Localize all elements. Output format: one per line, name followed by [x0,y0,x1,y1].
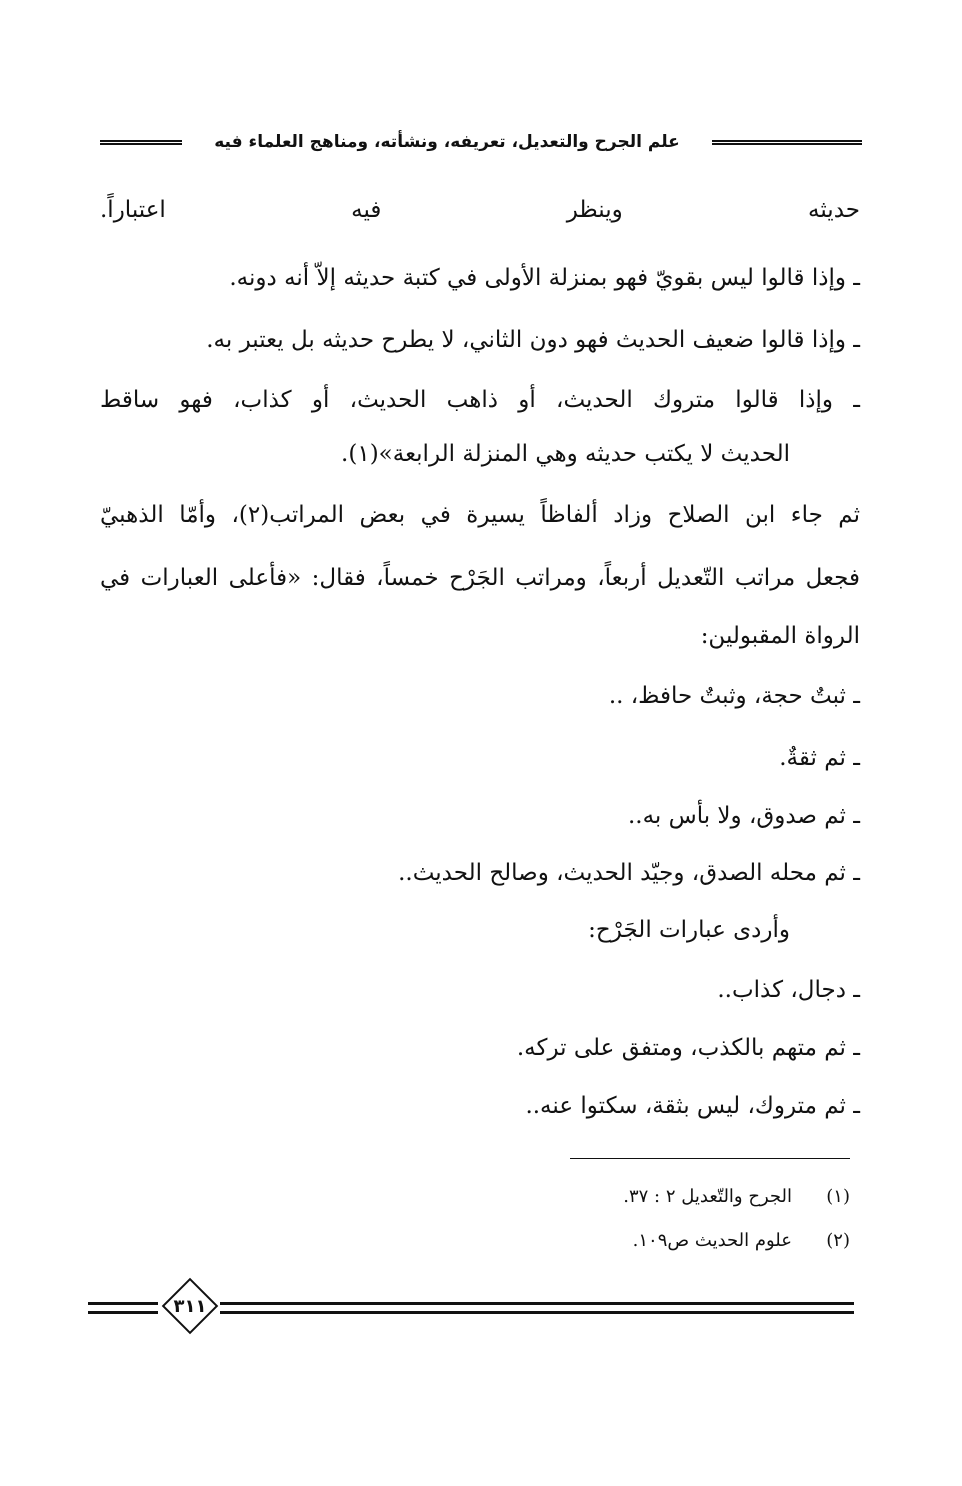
body-line: ـ وإذا قالوا ليس بقويّ فهو بمنزلة الأولى في كتبة حديثه إلاّ أنه دونه. [229,265,860,291]
header-rule-right [712,140,862,145]
footnote-number: (٢) [826,1230,850,1251]
body-line: الرواة المقبولين: [700,623,860,649]
list-item: ـ ثم ثقةٌ. [779,745,860,771]
list-item: ـ ثم صدوق، ولا بأس به.. [627,803,860,829]
footnote-text: الجرح والتّعديل ٢ : ٣٧. [623,1186,792,1207]
body-line: ـ وإذا قالوا ضعيف الحديث فهو دون الثاني، لا يطرح حديثه بل يعتبر به. [206,327,860,353]
footer-rule-left [88,1302,158,1314]
footnote [633,1226,850,1256]
list-item: ـ ثم متروك، ليس بثقة، سكتوا عنه.. [525,1093,860,1119]
header-title: علم الجرح والتعديل، تعريفه، ونشأته، ومناهج العلماء فيه [214,132,680,152]
body-line: الحديث لا يكتب حديثه وهي المنزلة الرابعة»(١). [341,441,790,467]
body-line: حديثه وينظر فيه اعتباراً. [100,197,860,223]
header-rule-left [100,140,182,145]
footer-rule-right [220,1302,854,1314]
page-footer [88,1280,854,1340]
list-item: ـ ثبتٌ حجة، وثبتٌ حافظ، .. [608,683,860,709]
list-item: ـ ثم متهم بالكذب، ومتفق على تركه. [516,1035,860,1061]
running-header [100,128,862,156]
page-number: ٣١١ [173,1296,207,1317]
list-item: ـ ثم محله الصدق، وجيّد الحديث، وصالح الحديث.. [398,860,860,886]
list-item: ـ دجال، كذاب.. [717,977,860,1003]
body-line: فجعل مراتب التّعديل أربعاً، ومراتب الجَرْح خمساً، فقال: «فأعلى العبارات في [100,565,860,591]
body-line: ـ وإذا قالوا متروك الحديث، أو ذاهب الحديث، أو كذاب، فهو ساقط [100,387,860,413]
footnote [623,1182,850,1212]
footnote-text: علوم الحديث ص١٠٩. [632,1230,792,1251]
body-line: ثم جاء ابن الصلاح وزاد ألفاظاً يسيرة في بعض المراتب(٢)، وأمّا الذهبيّ [100,502,860,528]
body-line: وأردى عبارات الجَرْح: [588,917,790,943]
footnote-number: (١) [826,1186,850,1207]
footnote-separator [570,1158,850,1159]
